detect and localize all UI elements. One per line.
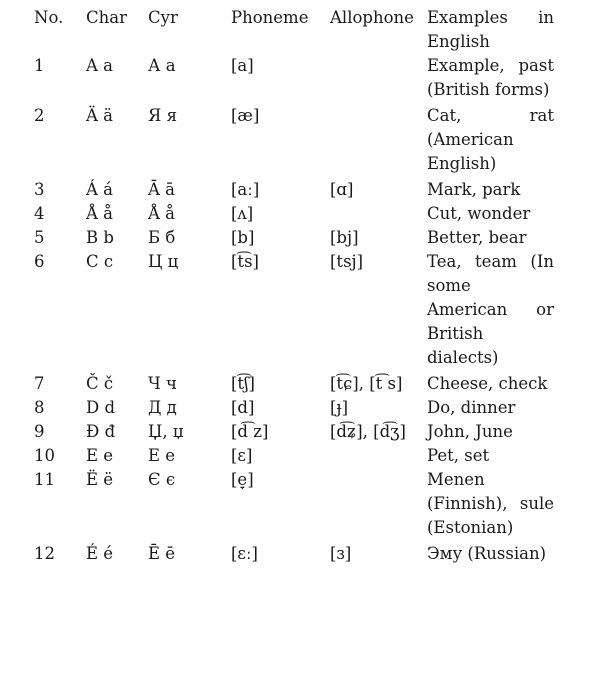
- cell-no: 11: [34, 470, 55, 489]
- cell-no: 9: [34, 422, 45, 441]
- cell-allophone: [bj]: [330, 228, 359, 247]
- cell-allophone: [330, 102, 427, 176]
- cell-cyr: А а: [148, 56, 176, 75]
- cell-cyr: Å å: [148, 204, 175, 223]
- header-char: Char: [86, 8, 127, 27]
- cell-no: 6: [34, 252, 45, 271]
- cell-example: Do, dinner: [427, 398, 516, 417]
- cell-allophone: [330, 54, 427, 102]
- cell-example: Menen (Finnish), sule (Estonian): [427, 470, 554, 537]
- cell-char: D d: [86, 398, 116, 417]
- cell-no: 12: [34, 544, 55, 563]
- cell-example: Pet, set: [427, 446, 490, 465]
- cell-char: Č č: [86, 374, 114, 393]
- cell-example: John, June: [427, 422, 513, 441]
- cell-no: 2: [34, 106, 45, 125]
- header-cyr: Cyr: [148, 8, 178, 27]
- cell-no: 1: [34, 56, 45, 75]
- cell-cyr: Д д: [148, 398, 177, 417]
- table-body: [34, 6, 554, 566]
- cell-char: Đ đ: [86, 422, 116, 441]
- cell-allophone: [ɑ]: [330, 180, 354, 199]
- cell-char: Å å: [86, 204, 113, 223]
- cell-char: A a: [86, 56, 113, 75]
- table-row: [34, 226, 554, 250]
- cell-allophone: [330, 202, 427, 226]
- cell-cyr: Я я: [148, 106, 177, 125]
- cell-example: Better, bear: [427, 228, 527, 247]
- cell-cyr: Ā ā: [148, 180, 175, 199]
- cell-phoneme: [t͡s]: [231, 252, 259, 271]
- table-row: [34, 396, 554, 420]
- cell-no: 5: [34, 228, 45, 247]
- cell-cyr: Ч ч: [148, 374, 177, 393]
- header-phoneme: Phoneme: [231, 8, 309, 27]
- cell-allophone: [330, 444, 427, 468]
- cell-phoneme: [t͡ʃ]: [231, 374, 255, 393]
- alphabet-table: [34, 6, 554, 566]
- table-row: [34, 250, 554, 370]
- cell-no: 10: [34, 446, 55, 465]
- table-row: [34, 420, 554, 444]
- table-row: [34, 176, 554, 202]
- cell-example: Mark, park: [427, 180, 521, 199]
- cell-char: E e: [86, 446, 114, 465]
- header-no: No.: [34, 8, 64, 27]
- table-row: [34, 468, 554, 540]
- cell-phoneme: [ɛː]: [231, 544, 258, 563]
- cell-no: 7: [34, 374, 45, 393]
- cell-example: Cat, rat (American English): [427, 106, 554, 173]
- table-row: [34, 202, 554, 226]
- cell-example: Cut, wonder: [427, 204, 531, 223]
- cell-cyr: Ц ц: [148, 252, 179, 271]
- cell-char: É é: [86, 544, 114, 563]
- cell-phoneme: [d͡ z]: [231, 422, 269, 441]
- cell-example: Example, past (British forms): [427, 56, 554, 99]
- cell-char: Ë ë: [86, 470, 114, 489]
- cell-allophone: [ɟ]: [330, 398, 349, 417]
- cell-phoneme: [a]: [231, 56, 254, 75]
- cell-allophone: [d͡ʑ], [d͡ʒ]: [330, 422, 406, 441]
- cell-cyr: Ē ē: [148, 544, 176, 563]
- cell-example: Cheese, check: [427, 374, 548, 393]
- cell-cyr: Е е: [148, 446, 176, 465]
- cell-phoneme: [d]: [231, 398, 255, 417]
- cell-char: Ä ä: [86, 106, 113, 125]
- cell-char: Á á: [86, 180, 113, 199]
- table-row: [34, 102, 554, 176]
- header-row: [34, 6, 554, 54]
- cell-phoneme: [ʌ]: [231, 204, 254, 223]
- table-row: [34, 54, 554, 102]
- cell-allophone: [ɜ]: [330, 544, 352, 563]
- cell-no: 4: [34, 204, 45, 223]
- cell-allophone: [t͡ɕ], [t͡ s]: [330, 374, 403, 393]
- cell-cyr: Б б: [148, 228, 176, 247]
- cell-cyr: Є є: [148, 470, 176, 489]
- cell-allophone: [330, 468, 427, 540]
- table-row: [34, 370, 554, 396]
- cell-example: Tea, team (In some American or British dialects): [427, 252, 554, 367]
- cell-cyr: Џ, џ: [148, 422, 184, 441]
- cell-no: 8: [34, 398, 45, 417]
- cell-char: B b: [86, 228, 114, 247]
- header-allophone: Allophone: [330, 8, 414, 27]
- cell-phoneme: [e̞]: [231, 470, 254, 489]
- table-row: [34, 540, 554, 566]
- table-row: [34, 444, 554, 468]
- cell-phoneme: [ɛ]: [231, 446, 253, 465]
- cell-phoneme: [aː]: [231, 180, 260, 199]
- cell-allophone: [tsj]: [330, 252, 364, 271]
- cell-phoneme: [æ]: [231, 106, 260, 125]
- cell-char: C c: [86, 252, 114, 271]
- cell-phoneme: [b]: [231, 228, 255, 247]
- cell-example: Эму (Russian): [427, 544, 547, 563]
- header-examples: Examples in English: [427, 8, 554, 51]
- cell-no: 3: [34, 180, 45, 199]
